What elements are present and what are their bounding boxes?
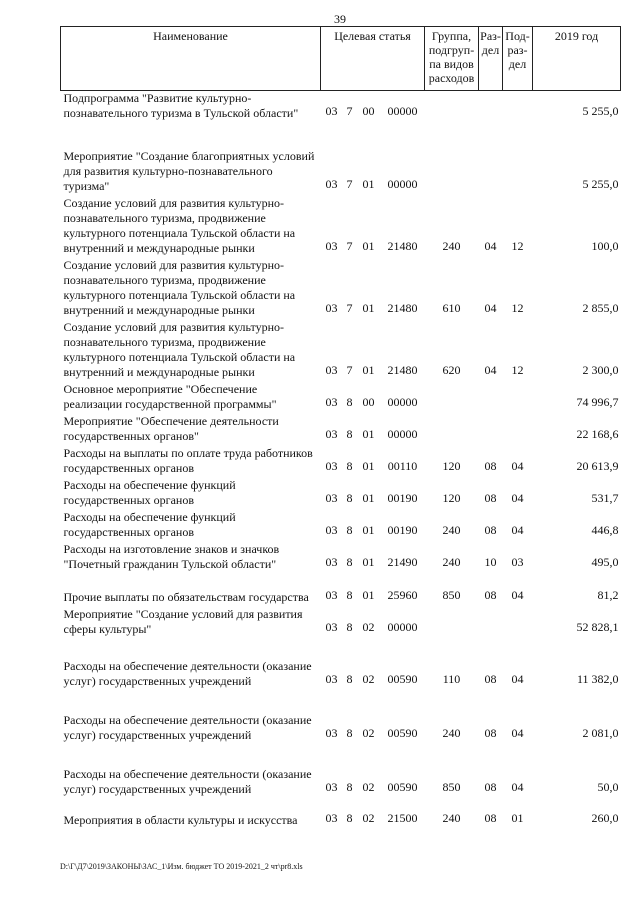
row-name: Мероприятие "Создание благоприятных условий для развития культурно-познавательного туризма" <box>63 149 315 193</box>
article-subprogram: 8 <box>346 672 353 686</box>
section-code: 08 <box>484 588 497 602</box>
expense-group <box>425 91 479 124</box>
row-name: Расходы на обеспечение функций государственных органов <box>63 478 236 507</box>
expense-group: 850 <box>442 780 461 794</box>
section-code: 04 <box>484 301 497 315</box>
article-subprogram: 8 <box>346 555 353 569</box>
section-code <box>479 607 503 639</box>
row-name: Расходы на выплаты по оплате труда работников государственных органов <box>63 446 313 475</box>
article-event: 01 <box>362 588 375 602</box>
table-row <box>61 510 621 542</box>
expense-group: 120 <box>442 459 461 473</box>
expense-group: 240 <box>442 523 461 537</box>
expense-group: 240 <box>442 555 461 569</box>
article-event: 01 <box>362 459 375 473</box>
amount-2019: 260,0 <box>591 811 619 825</box>
row-name: Мероприятия в области культуры и искусства <box>63 813 298 827</box>
expense-group: 120 <box>442 491 461 505</box>
table-header <box>61 27 621 91</box>
article-direction: 00000 <box>387 395 418 409</box>
section-code <box>479 91 503 124</box>
budget-table-container <box>60 26 620 830</box>
row-name: Расходы на изготовление знаков и значков "Почетный гражданин Тульской области" <box>63 542 280 571</box>
table-row <box>61 607 621 639</box>
article-program: 03 <box>325 177 338 191</box>
table-row <box>61 91 621 124</box>
article-direction: 00000 <box>387 620 418 634</box>
article-direction: 00190 <box>387 491 418 505</box>
row-name: Прочие выплаты по обязательствам государства <box>63 590 309 604</box>
section-code <box>479 382 503 414</box>
article-direction: 00590 <box>387 780 418 794</box>
article-event: 02 <box>362 780 375 794</box>
article-subprogram: 7 <box>346 301 353 315</box>
amount-2019: 495,0 <box>591 555 619 569</box>
article-event: 01 <box>362 491 375 505</box>
article-program: 03 <box>325 301 338 315</box>
section-code <box>479 414 503 446</box>
subsection-code: 04 <box>511 523 524 537</box>
table-row <box>61 414 621 446</box>
header-name: Наименование <box>61 27 321 91</box>
expense-group: 620 <box>442 363 461 377</box>
expense-group <box>425 382 479 414</box>
article-event: 01 <box>362 239 375 253</box>
article-program: 03 <box>325 363 338 377</box>
article-subprogram: 8 <box>346 491 353 505</box>
amount-2019: 446,8 <box>591 523 619 537</box>
expense-group: 240 <box>442 811 461 825</box>
article-subprogram: 7 <box>346 104 353 118</box>
article-direction: 00190 <box>387 523 418 537</box>
amount-2019: 52 828,1 <box>576 620 619 634</box>
table-row <box>61 691 621 745</box>
article-event: 02 <box>362 620 375 634</box>
row-name: Подпрограмма "Развитие культурно-познавательного туризма в Тульской области" <box>63 91 299 120</box>
article-subprogram: 8 <box>346 620 353 634</box>
article-subprogram: 7 <box>346 363 353 377</box>
subsection-code <box>503 607 533 639</box>
article-subprogram: 7 <box>346 177 353 191</box>
article-direction: 00110 <box>387 459 418 473</box>
section-code <box>479 123 503 196</box>
section-code: 08 <box>484 491 497 505</box>
header-target-article: Целевая статья <box>321 27 425 91</box>
article-program: 03 <box>325 104 338 118</box>
table-row <box>61 258 621 320</box>
subsection-code: 03 <box>511 555 524 569</box>
article-program: 03 <box>325 491 338 505</box>
article-program: 03 <box>325 672 338 686</box>
article-direction: 21480 <box>387 301 418 315</box>
article-program: 03 <box>325 427 338 441</box>
row-name: Создание условий для развития культурно-познавательного туризма, продвижение культурного потенциала Тульской области на внутренний и международные рынки <box>63 320 296 379</box>
header-group: Группа, подгруп-па видов расходов <box>425 27 479 91</box>
section-code: 08 <box>484 523 497 537</box>
subsection-code: 04 <box>511 672 524 686</box>
section-code: 08 <box>484 780 497 794</box>
row-name: Мероприятие "Обеспечение деятельности государственных органов" <box>63 414 279 443</box>
table-row <box>61 542 621 574</box>
amount-2019: 100,0 <box>591 239 619 253</box>
subsection-code: 04 <box>511 726 524 740</box>
table-row <box>61 799 621 830</box>
budget-table <box>60 26 621 830</box>
expense-group: 610 <box>442 301 461 315</box>
page-number: 39 <box>334 12 346 26</box>
amount-2019: 2 855,0 <box>582 301 619 315</box>
article-subprogram: 8 <box>346 726 353 740</box>
article-program: 03 <box>325 588 338 602</box>
article-direction: 21500 <box>387 811 418 825</box>
article-event: 00 <box>362 104 375 118</box>
article-direction: 00000 <box>387 104 418 118</box>
amount-2019: 2 300,0 <box>582 363 619 377</box>
section-code: 08 <box>484 726 497 740</box>
article-subprogram: 8 <box>346 427 353 441</box>
article-event: 00 <box>362 395 375 409</box>
article-subprogram: 8 <box>346 811 353 825</box>
article-direction: 21480 <box>387 363 418 377</box>
row-name: Основное мероприятие "Обеспечение реализации государственной программы" <box>63 382 277 411</box>
section-code: 08 <box>484 459 497 473</box>
expense-group: 240 <box>442 726 461 740</box>
amount-2019: 81,2 <box>597 588 619 602</box>
table-row <box>61 745 621 799</box>
amount-2019: 22 168,6 <box>576 427 619 441</box>
amount-2019: 20 613,9 <box>576 459 619 473</box>
header-year: 2019 год <box>533 27 621 91</box>
article-event: 02 <box>362 726 375 740</box>
amount-2019: 50,0 <box>597 780 619 794</box>
article-program: 03 <box>325 726 338 740</box>
table-row <box>61 639 621 691</box>
subsection-code: 04 <box>511 491 524 505</box>
article-event: 02 <box>362 811 375 825</box>
amount-2019: 11 382,0 <box>576 672 619 686</box>
subsection-code: 01 <box>511 811 524 825</box>
header-subsection: Под-раз-дел <box>503 27 533 91</box>
article-subprogram: 7 <box>346 239 353 253</box>
amount-2019: 2 081,0 <box>582 726 619 740</box>
expense-group: 850 <box>442 588 461 602</box>
subsection-code: 12 <box>511 239 524 253</box>
subsection-code: 04 <box>511 459 524 473</box>
section-code: 08 <box>484 811 497 825</box>
row-name: Расходы на обеспечение деятельности (оказание услуг) государственных учреждений <box>63 767 312 796</box>
article-program: 03 <box>325 239 338 253</box>
article-direction: 21490 <box>387 555 418 569</box>
article-subprogram: 8 <box>346 588 353 602</box>
expense-group: 110 <box>442 672 461 686</box>
article-direction: 00590 <box>387 726 418 740</box>
row-name: Расходы на обеспечение деятельности (оказание услуг) государственных учреждений <box>63 659 312 688</box>
article-event: 01 <box>362 427 375 441</box>
expense-group <box>425 123 479 196</box>
article-direction: 25960 <box>387 588 418 602</box>
row-name: Создание условий для развития культурно-познавательного туризма, продвижение культурного потенциала Тульской области на внутренний и международные рынки <box>63 258 296 317</box>
article-program: 03 <box>325 459 338 473</box>
subsection-code <box>503 382 533 414</box>
expense-group <box>425 607 479 639</box>
row-name: Создание условий для развития культурно-познавательного туризма, продвижение культурного потенциала Тульской области на внутренний и международные рынки <box>63 196 296 255</box>
article-event: 02 <box>362 672 375 686</box>
row-name: Мероприятие "Создание условий для развития сферы культуры" <box>63 607 303 636</box>
article-event: 01 <box>362 555 375 569</box>
file-path-footer: D:\Г\Д7\2019\ЗАКОНЫ\ЗАС_1\Изм. бюджет ТО 2019-2021_2 чт\pr8.xls <box>60 862 303 871</box>
article-direction: 00000 <box>387 427 418 441</box>
amount-2019: 531,7 <box>591 491 619 505</box>
subsection-code <box>503 123 533 196</box>
subsection-code: 12 <box>511 363 524 377</box>
article-direction: 00590 <box>387 672 418 686</box>
article-direction: 00000 <box>387 177 418 191</box>
table-row <box>61 382 621 414</box>
section-code: 08 <box>484 672 497 686</box>
subsection-code <box>503 91 533 124</box>
section-code: 04 <box>484 363 497 377</box>
table-row <box>61 478 621 510</box>
article-direction: 21480 <box>387 239 418 253</box>
article-event: 01 <box>362 363 375 377</box>
table-row <box>61 123 621 196</box>
table-row <box>61 574 621 607</box>
table-row <box>61 196 621 258</box>
article-program: 03 <box>325 395 338 409</box>
subsection-code <box>503 414 533 446</box>
article-program: 03 <box>325 811 338 825</box>
expense-group <box>425 414 479 446</box>
subsection-code: 04 <box>511 780 524 794</box>
article-program: 03 <box>325 555 338 569</box>
article-subprogram: 8 <box>346 523 353 537</box>
table-row <box>61 320 621 382</box>
header-section: Раз-дел <box>479 27 503 91</box>
row-name: Расходы на обеспечение деятельности (оказание услуг) государственных учреждений <box>63 713 312 742</box>
article-event: 01 <box>362 301 375 315</box>
amount-2019: 5 255,0 <box>582 177 619 191</box>
table-body <box>61 91 621 831</box>
subsection-code: 04 <box>511 588 524 602</box>
subsection-code: 12 <box>511 301 524 315</box>
article-subprogram: 8 <box>346 780 353 794</box>
section-code: 10 <box>484 555 497 569</box>
table-row <box>61 446 621 478</box>
amount-2019: 74 996,7 <box>576 395 619 409</box>
amount-2019: 5 255,0 <box>582 104 619 118</box>
article-program: 03 <box>325 780 338 794</box>
article-program: 03 <box>325 523 338 537</box>
row-name: Расходы на обеспечение функций государственных органов <box>63 510 236 539</box>
section-code: 04 <box>484 239 497 253</box>
article-event: 01 <box>362 177 375 191</box>
article-program: 03 <box>325 620 338 634</box>
article-subprogram: 8 <box>346 395 353 409</box>
article-subprogram: 8 <box>346 459 353 473</box>
article-event: 01 <box>362 523 375 537</box>
expense-group: 240 <box>442 239 461 253</box>
